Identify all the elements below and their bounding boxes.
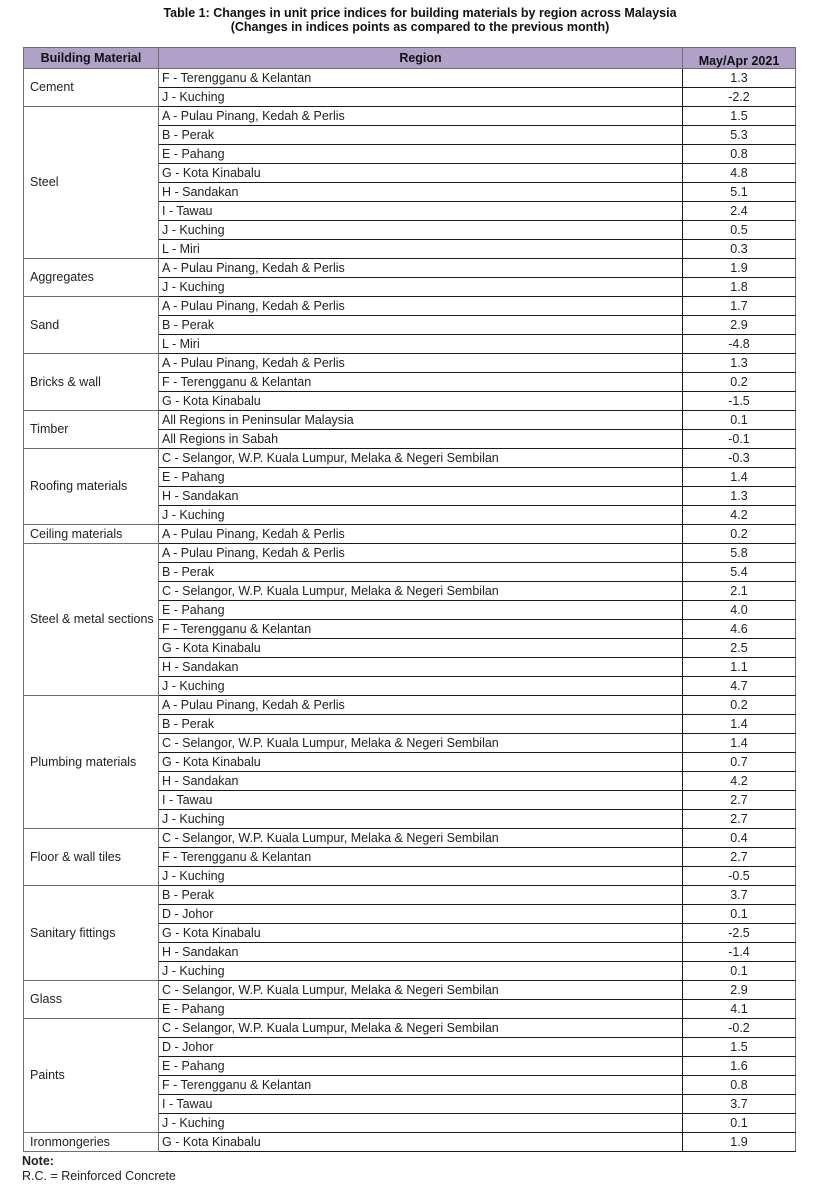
region-cell: J - Kuching <box>159 88 683 107</box>
value-cell: 1.3 <box>683 354 796 373</box>
value-cell: 1.3 <box>683 69 796 88</box>
region-cell: B - Perak <box>159 316 683 335</box>
note <box>22 1154 176 1184</box>
value-cell: 2.1 <box>683 582 796 601</box>
value-cell: 0.8 <box>683 145 796 164</box>
building-material-cell: Floor & wall tiles <box>24 829 159 886</box>
value-cell: 2.7 <box>683 810 796 829</box>
value-cell: -0.3 <box>683 449 796 468</box>
building-material-cell: Ceiling materials <box>24 525 159 544</box>
value-cell: -2.2 <box>683 88 796 107</box>
region-cell: L - Miri <box>159 335 683 354</box>
value-cell: 4.6 <box>683 620 796 639</box>
value-cell: 1.9 <box>683 1133 796 1152</box>
region-cell: J - Kuching <box>159 867 683 886</box>
region-cell: All Regions in Peninsular Malaysia <box>159 411 683 430</box>
table-row <box>24 69 796 88</box>
header-value: May/Apr 2021 <box>683 48 796 69</box>
region-cell: C - Selangor, W.P. Kuala Lumpur, Melaka & Negeri Sembilan <box>159 1019 683 1038</box>
region-cell: E - Pahang <box>159 1000 683 1019</box>
region-cell: C - Selangor, W.P. Kuala Lumpur, Melaka & Negeri Sembilan <box>159 981 683 1000</box>
building-material-cell: Steel <box>24 107 159 259</box>
value-cell: 4.2 <box>683 772 796 791</box>
value-cell: 0.5 <box>683 221 796 240</box>
building-material-cell: Sanitary fittings <box>24 886 159 981</box>
region-cell: F - Terengganu & Kelantan <box>159 848 683 867</box>
region-cell: L - Miri <box>159 240 683 259</box>
region-cell: A - Pulau Pinang, Kedah & Perlis <box>159 107 683 126</box>
region-cell: A - Pulau Pinang, Kedah & Perlis <box>159 259 683 278</box>
value-cell: 1.1 <box>683 658 796 677</box>
region-cell: G - Kota Kinabalu <box>159 164 683 183</box>
table-row <box>24 696 796 715</box>
region-cell: D - Johor <box>159 905 683 924</box>
region-cell: J - Kuching <box>159 677 683 696</box>
region-cell: J - Kuching <box>159 278 683 297</box>
region-cell: H - Sandakan <box>159 658 683 677</box>
building-material-cell: Steel & metal sections <box>24 544 159 696</box>
value-cell: 1.5 <box>683 1038 796 1057</box>
region-cell: G - Kota Kinabalu <box>159 392 683 411</box>
region-cell: G - Kota Kinabalu <box>159 753 683 772</box>
region-cell: J - Kuching <box>159 506 683 525</box>
region-cell: H - Sandakan <box>159 487 683 506</box>
value-cell: -2.5 <box>683 924 796 943</box>
building-material-cell: Cement <box>24 69 159 107</box>
region-cell: H - Sandakan <box>159 772 683 791</box>
table-row <box>24 259 796 278</box>
value-cell: -4.8 <box>683 335 796 354</box>
building-material-cell: Plumbing materials <box>24 696 159 829</box>
note-label: Note: <box>22 1154 54 1168</box>
header-row <box>24 48 796 69</box>
region-cell: A - Pulau Pinang, Kedah & Perlis <box>159 525 683 544</box>
value-cell: 1.8 <box>683 278 796 297</box>
region-cell: G - Kota Kinabalu <box>159 1133 683 1152</box>
value-cell: -0.1 <box>683 430 796 449</box>
building-material-cell: Roofing materials <box>24 449 159 525</box>
header-region: Region <box>159 48 683 69</box>
region-cell: F - Terengganu & Kelantan <box>159 69 683 88</box>
title-line-1: Table 1: Changes in unit price indices for building materials by region across Malaysia <box>163 6 677 20</box>
region-cell: B - Perak <box>159 715 683 734</box>
region-cell: F - Terengganu & Kelantan <box>159 1076 683 1095</box>
building-material-cell: Timber <box>24 411 159 449</box>
value-cell: 4.1 <box>683 1000 796 1019</box>
region-cell: E - Pahang <box>159 468 683 487</box>
value-cell: 0.2 <box>683 373 796 392</box>
region-cell: All Regions in Sabah <box>159 430 683 449</box>
region-cell: A - Pulau Pinang, Kedah & Perlis <box>159 544 683 563</box>
note-text: R.C. = Reinforced Concrete <box>22 1169 176 1183</box>
region-cell: D - Johor <box>159 1038 683 1057</box>
region-cell: I - Tawau <box>159 1095 683 1114</box>
region-cell: F - Terengganu & Kelantan <box>159 620 683 639</box>
building-material-cell: Paints <box>24 1019 159 1133</box>
building-material-cell: Aggregates <box>24 259 159 297</box>
price-index-table <box>23 47 796 1152</box>
region-cell: G - Kota Kinabalu <box>159 639 683 658</box>
region-cell: B - Perak <box>159 886 683 905</box>
region-cell: A - Pulau Pinang, Kedah & Perlis <box>159 297 683 316</box>
table-row <box>24 107 796 126</box>
region-cell: C - Selangor, W.P. Kuala Lumpur, Melaka & Negeri Sembilan <box>159 449 683 468</box>
region-cell: F - Terengganu & Kelantan <box>159 373 683 392</box>
region-cell: J - Kuching <box>159 810 683 829</box>
value-cell: 0.3 <box>683 240 796 259</box>
region-cell: J - Kuching <box>159 1114 683 1133</box>
region-cell: C - Selangor, W.P. Kuala Lumpur, Melaka & Negeri Sembilan <box>159 582 683 601</box>
region-cell: A - Pulau Pinang, Kedah & Perlis <box>159 354 683 373</box>
value-cell: 1.7 <box>683 297 796 316</box>
building-material-cell: Bricks & wall <box>24 354 159 411</box>
region-cell: H - Sandakan <box>159 943 683 962</box>
value-cell: 0.1 <box>683 905 796 924</box>
value-cell: 0.7 <box>683 753 796 772</box>
value-cell: 1.3 <box>683 487 796 506</box>
value-cell: 0.8 <box>683 1076 796 1095</box>
value-cell: 4.0 <box>683 601 796 620</box>
table-row <box>24 544 796 563</box>
value-cell: 0.4 <box>683 829 796 848</box>
region-cell: C - Selangor, W.P. Kuala Lumpur, Melaka & Negeri Sembilan <box>159 829 683 848</box>
region-cell: G - Kota Kinabalu <box>159 924 683 943</box>
value-cell: 1.6 <box>683 1057 796 1076</box>
table-row <box>24 449 796 468</box>
value-cell: 2.5 <box>683 639 796 658</box>
value-cell: 1.9 <box>683 259 796 278</box>
value-cell: 0.1 <box>683 411 796 430</box>
value-cell: 5.3 <box>683 126 796 145</box>
value-cell: 2.9 <box>683 316 796 335</box>
table-row <box>24 354 796 373</box>
table-title <box>0 6 840 34</box>
value-cell: 2.9 <box>683 981 796 1000</box>
value-cell: 0.1 <box>683 1114 796 1133</box>
value-cell: 0.2 <box>683 525 796 544</box>
region-cell: E - Pahang <box>159 601 683 620</box>
region-cell: J - Kuching <box>159 962 683 981</box>
building-material-cell: Sand <box>24 297 159 354</box>
value-cell: 4.8 <box>683 164 796 183</box>
value-cell: -1.5 <box>683 392 796 411</box>
value-cell: 3.7 <box>683 886 796 905</box>
region-cell: E - Pahang <box>159 1057 683 1076</box>
value-cell: 2.7 <box>683 791 796 810</box>
table-body <box>24 69 796 1152</box>
building-material-cell: Ironmongeries <box>24 1133 159 1152</box>
table-row <box>24 1019 796 1038</box>
title-line-2: (Changes in indices points as compared to the previous month) <box>230 20 610 34</box>
table-row <box>24 525 796 544</box>
building-material-cell: Glass <box>24 981 159 1019</box>
value-cell: 0.1 <box>683 962 796 981</box>
region-cell: A - Pulau Pinang, Kedah & Perlis <box>159 696 683 715</box>
header-building-material: Building Material <box>24 48 159 69</box>
region-cell: J - Kuching <box>159 221 683 240</box>
region-cell: I - Tawau <box>159 791 683 810</box>
value-cell: 1.5 <box>683 107 796 126</box>
value-cell: 5.8 <box>683 544 796 563</box>
region-cell: I - Tawau <box>159 202 683 221</box>
value-cell: 4.7 <box>683 677 796 696</box>
value-cell: 1.4 <box>683 734 796 753</box>
table-row <box>24 297 796 316</box>
region-cell: B - Perak <box>159 563 683 582</box>
value-cell: 2.4 <box>683 202 796 221</box>
region-cell: C - Selangor, W.P. Kuala Lumpur, Melaka & Negeri Sembilan <box>159 734 683 753</box>
value-cell: -1.4 <box>683 943 796 962</box>
value-cell: 0.2 <box>683 696 796 715</box>
value-cell: 1.4 <box>683 468 796 487</box>
value-cell: 5.4 <box>683 563 796 582</box>
table-row <box>24 411 796 430</box>
region-cell: H - Sandakan <box>159 183 683 202</box>
value-cell: 3.7 <box>683 1095 796 1114</box>
table-row <box>24 829 796 848</box>
table-row <box>24 886 796 905</box>
value-cell: 5.1 <box>683 183 796 202</box>
value-cell: 4.2 <box>683 506 796 525</box>
table-row <box>24 981 796 1000</box>
value-cell: -0.5 <box>683 867 796 886</box>
value-cell: -0.2 <box>683 1019 796 1038</box>
table-row <box>24 1133 796 1152</box>
region-cell: E - Pahang <box>159 145 683 164</box>
region-cell: B - Perak <box>159 126 683 145</box>
value-cell: 2.7 <box>683 848 796 867</box>
value-cell: 1.4 <box>683 715 796 734</box>
